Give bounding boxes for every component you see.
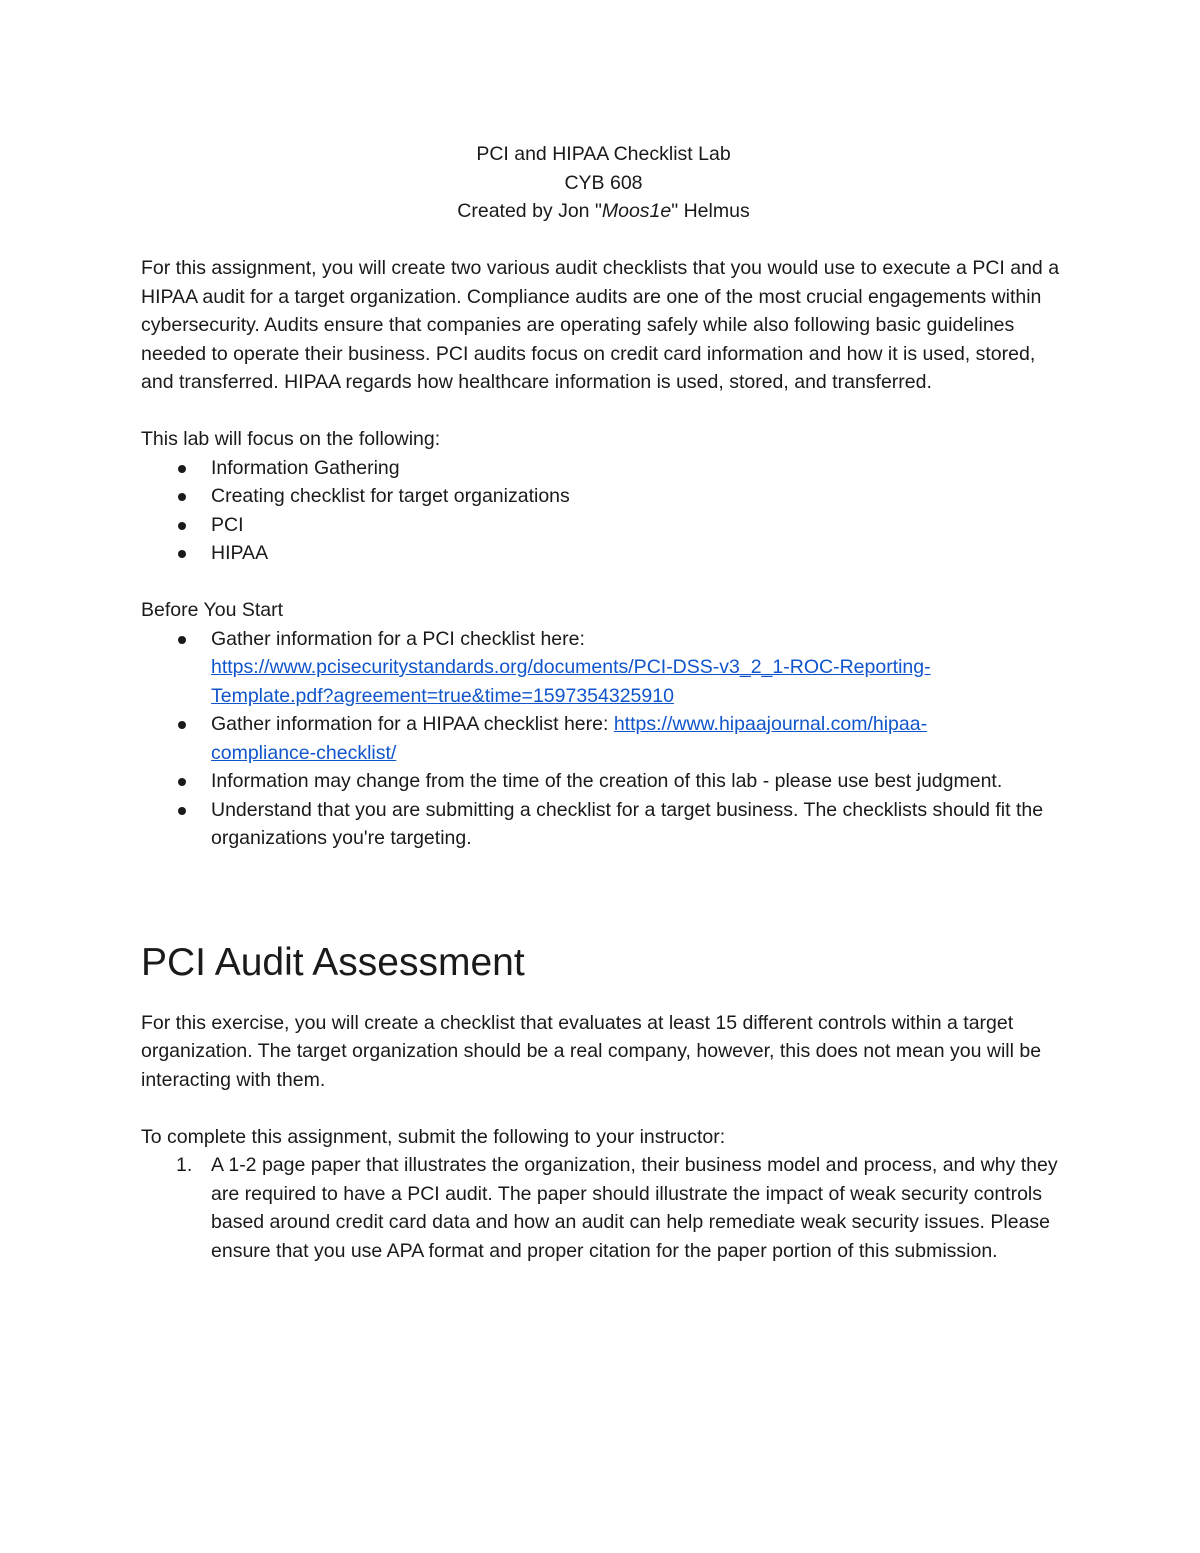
pci-source-link[interactable]: https://www.pcisecuritystandards.org/documents/PCI-DSS-v3_2_1-ROC-Reporting- Template.pdf?agreement=true&time=1597354325910: [211, 656, 931, 707]
hipaa-source-link[interactable]: https://www.hipaajournal.com/hipaa- compliance-checklist/: [211, 713, 928, 764]
list-item: Understand that you are submitting a checklist for a target business. The checklists should fit the organizations you're targeting.: [141, 796, 1066, 853]
document-page: [141, 140, 1066, 1265]
submission-list: [141, 1151, 1066, 1265]
exercise-paragraph: For this exercise, you will create a checklist that evaluates at least 15 different controls within a target organization. The target organization should be a real company, however, this does not mean you will be interacting with them.: [141, 1011, 1042, 1091]
before-start-list: [141, 625, 1066, 853]
hipaa-source-text: Gather information for a HIPAA checklist here:: [211, 713, 614, 735]
author-suffix: " Helmus: [671, 200, 750, 222]
spacer: [141, 568, 1066, 597]
list-item: Creating checklist for target organizations: [141, 482, 1066, 511]
list-item-text: A 1-2 page paper that illustrates the organization, their business model and process, and why they are required to have a PCI audit. The paper should illustrate the impact of weak security controls based around credit card data and how an audit can help remediate weak security issues. Please ensure that you use APA format and proper citation for the paper portion of this submission.: [211, 1154, 1058, 1262]
document-title: PCI and HIPAA Checklist Lab: [476, 143, 731, 165]
focus-list: [141, 454, 1066, 568]
author-prefix: Created by Jon ": [457, 200, 602, 222]
list-item-hipaa-source: [141, 710, 1066, 767]
list-item: HIPAA: [141, 539, 1066, 568]
list-item: [141, 1151, 1066, 1265]
list-item: Information Gathering: [141, 454, 1066, 483]
list-item: Information may change from the time of the creation of this lab - please use best judgment.: [141, 767, 1066, 796]
pci-source-text: Gather information for a PCI checklist here:: [211, 627, 585, 650]
author-line: [141, 197, 1066, 226]
spacer: [141, 397, 1066, 426]
course-code: CYB 608: [564, 171, 643, 194]
section-heading-pci: PCI Audit Assessment: [141, 940, 525, 984]
spacer: [141, 1094, 1066, 1123]
list-item-pci-source: [141, 625, 1066, 711]
focus-lead: This lab will focus on the following:: [141, 428, 441, 450]
before-start-title: Before You Start: [141, 599, 284, 621]
submit-lead: To complete this assignment, submit the following to your instructor:: [141, 1125, 726, 1148]
author-nickname: Moos1e: [601, 200, 672, 222]
intro-paragraph: For this assignment, you will create two various audit checklists that you would use to execute a PCI and a HIPAA audit for a target organization. Compliance audits are one of the most crucial engagements within cybersecurity. Audits ensure that companies are operating safely while also following basic guidelines needed to operate their business. PCI audits focus on credit card information and how it is used, stored, and transferred. HIPAA regards how healthcare information is used, stored, and transferred.: [141, 257, 1060, 393]
list-number: 1.: [176, 1154, 193, 1176]
list-item: PCI: [141, 511, 1066, 540]
spacer: [141, 226, 1066, 255]
